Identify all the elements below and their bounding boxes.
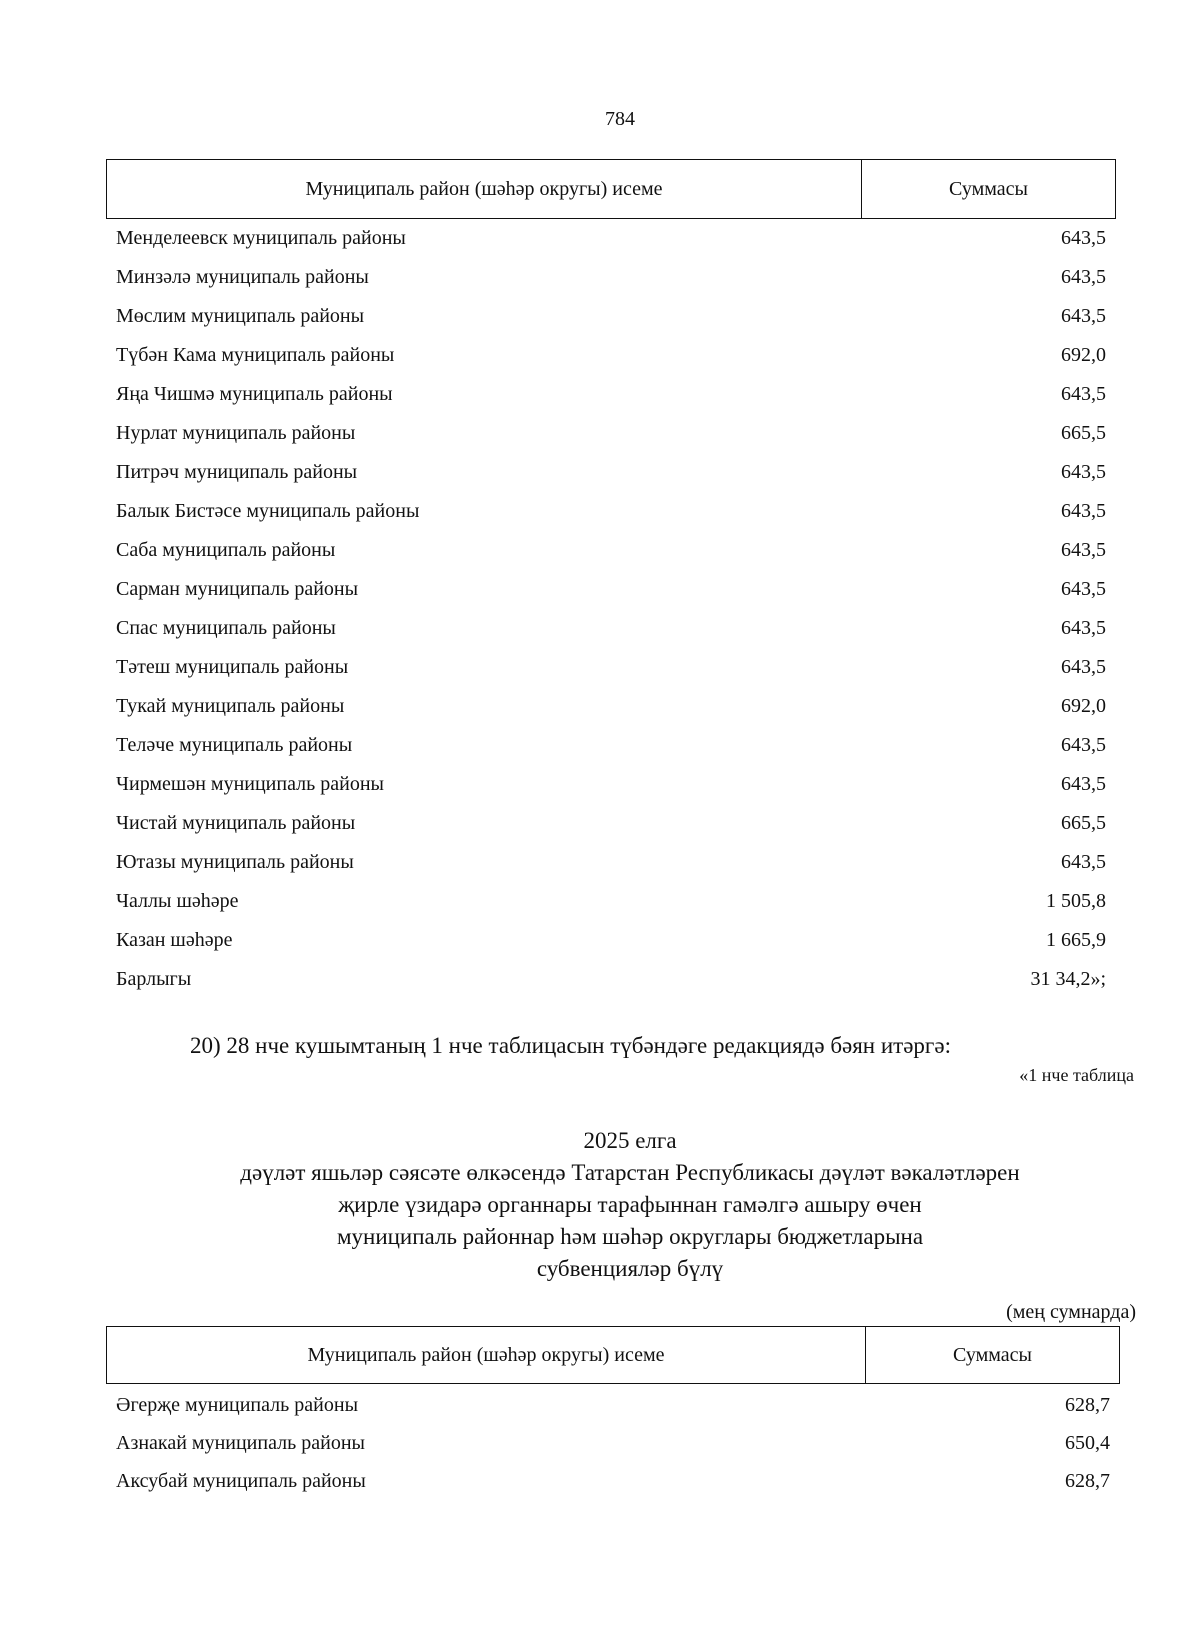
table-row bbox=[116, 492, 1106, 531]
row-value: 1 665,9 bbox=[1046, 929, 1106, 951]
row-value: 692,0 bbox=[1061, 344, 1106, 366]
row-name: Саба муниципаль районы bbox=[116, 539, 336, 561]
row-value: 643,5 bbox=[1061, 734, 1106, 756]
row-name: Азнакай муниципаль районы bbox=[116, 1431, 365, 1454]
title-line: 2025 елга bbox=[583, 1128, 677, 1153]
row-name: Питрәч муниципаль районы bbox=[116, 461, 358, 483]
column-header-name: Муниципаль район (шәһәр округы) исеме bbox=[107, 1327, 866, 1383]
row-value: 665,5 bbox=[1061, 812, 1106, 834]
row-value: 31 34,2»; bbox=[1030, 968, 1106, 990]
table-row bbox=[116, 414, 1106, 453]
table-caption: «1 нче таблица bbox=[1019, 1065, 1134, 1085]
table-row bbox=[116, 609, 1106, 648]
instruction-text: 20) 28 нче кушымтаның 1 нче таблицасын түбәндәге редакциядә бәян итәргә: bbox=[190, 1033, 951, 1058]
table-row bbox=[116, 219, 1106, 258]
row-name: Яңа Чишмә муниципаль районы bbox=[116, 383, 393, 405]
row-name: Чирмешән муниципаль районы bbox=[116, 773, 384, 795]
title-line: җирле үзидарә органнары тарафыннан гамәлгә ашыру өчен bbox=[338, 1192, 922, 1217]
table-row bbox=[116, 336, 1106, 375]
table-row bbox=[116, 375, 1106, 414]
table-row bbox=[116, 258, 1106, 297]
table-row bbox=[116, 453, 1106, 492]
column-header-sum: Суммасы bbox=[949, 177, 1028, 200]
row-name: Тукай муниципаль районы bbox=[116, 695, 345, 717]
row-name: Чаллы шәһәре bbox=[116, 890, 239, 912]
row-name: Сарман муниципаль районы bbox=[116, 578, 359, 600]
table-row bbox=[116, 882, 1106, 921]
row-value: 643,5 bbox=[1061, 656, 1106, 678]
row-name: Теләче муниципаль районы bbox=[116, 734, 353, 756]
page-number: 784 bbox=[605, 108, 635, 130]
row-value: 628,7 bbox=[1065, 1469, 1110, 1492]
units-label: (мең сумнарда) bbox=[1006, 1301, 1136, 1323]
table-row bbox=[116, 648, 1106, 687]
table-row bbox=[116, 687, 1106, 726]
title-line: муниципаль районнар һәм шәһәр округлары бюджетларына bbox=[336, 1224, 924, 1249]
table-row bbox=[116, 843, 1106, 882]
table-header bbox=[106, 1326, 1120, 1384]
table-body bbox=[116, 1386, 1110, 1500]
table-title bbox=[80, 1125, 1180, 1285]
table-row bbox=[116, 531, 1106, 570]
row-value: 643,5 bbox=[1061, 773, 1106, 795]
table-row bbox=[116, 765, 1106, 804]
row-name: Балык Бистәсе муниципаль районы bbox=[116, 500, 420, 522]
column-header-sum: Суммасы bbox=[953, 1343, 1032, 1366]
row-value: 643,5 bbox=[1061, 305, 1106, 327]
row-value: 665,5 bbox=[1061, 422, 1106, 444]
row-name: Ютазы муниципаль районы bbox=[116, 851, 354, 873]
row-value: 1 505,8 bbox=[1046, 890, 1106, 912]
table-row bbox=[116, 726, 1106, 765]
row-name: Нурлат муниципаль районы bbox=[116, 422, 356, 444]
title-line: дәүләт яшьләр сәясәте өлкәсендә Татарстан Республикасы дәүләт вәкаләтләрен bbox=[240, 1160, 1020, 1185]
row-value: 643,5 bbox=[1061, 851, 1106, 873]
row-name: Казан шәһәре bbox=[116, 929, 233, 951]
row-value: 643,5 bbox=[1061, 227, 1106, 249]
table-body bbox=[116, 219, 1106, 999]
row-value: 643,5 bbox=[1061, 266, 1106, 288]
row-name: Аксубай муниципаль районы bbox=[116, 1469, 366, 1492]
table-row bbox=[116, 1424, 1110, 1462]
row-name: Түбән Кама муниципаль районы bbox=[116, 344, 395, 366]
table-row bbox=[116, 297, 1106, 336]
table-row bbox=[116, 1462, 1110, 1500]
row-name: Әгерҗе муниципаль районы bbox=[116, 1393, 359, 1416]
table-row bbox=[116, 570, 1106, 609]
table-header bbox=[106, 159, 1116, 219]
row-value: 643,5 bbox=[1061, 539, 1106, 561]
row-name: Тәтеш муниципаль районы bbox=[116, 656, 349, 678]
row-name: Мөслим муниципаль районы bbox=[116, 305, 365, 327]
row-name: Чистай муниципаль районы bbox=[116, 812, 356, 834]
table-row bbox=[116, 804, 1106, 843]
row-value: 643,5 bbox=[1061, 383, 1106, 405]
column-header-name: Муниципаль район (шәһәр округы) исеме bbox=[107, 160, 862, 218]
row-name: Минзәлә муниципаль районы bbox=[116, 266, 369, 288]
row-value: 643,5 bbox=[1061, 500, 1106, 522]
table-row bbox=[116, 921, 1106, 960]
row-name: Спас муниципаль районы bbox=[116, 617, 336, 639]
row-value: 643,5 bbox=[1061, 578, 1106, 600]
row-name: Барлыгы bbox=[116, 968, 192, 990]
row-name: Менделеевск муниципаль районы bbox=[116, 227, 406, 249]
row-value: 643,5 bbox=[1061, 461, 1106, 483]
row-value: 692,0 bbox=[1061, 695, 1106, 717]
table-row bbox=[116, 1386, 1110, 1424]
title-line: субвенцияләр бүлү bbox=[536, 1256, 724, 1281]
row-value: 650,4 bbox=[1065, 1431, 1110, 1454]
row-value: 628,7 bbox=[1065, 1393, 1110, 1416]
table-row bbox=[116, 960, 1106, 999]
row-value: 643,5 bbox=[1061, 617, 1106, 639]
